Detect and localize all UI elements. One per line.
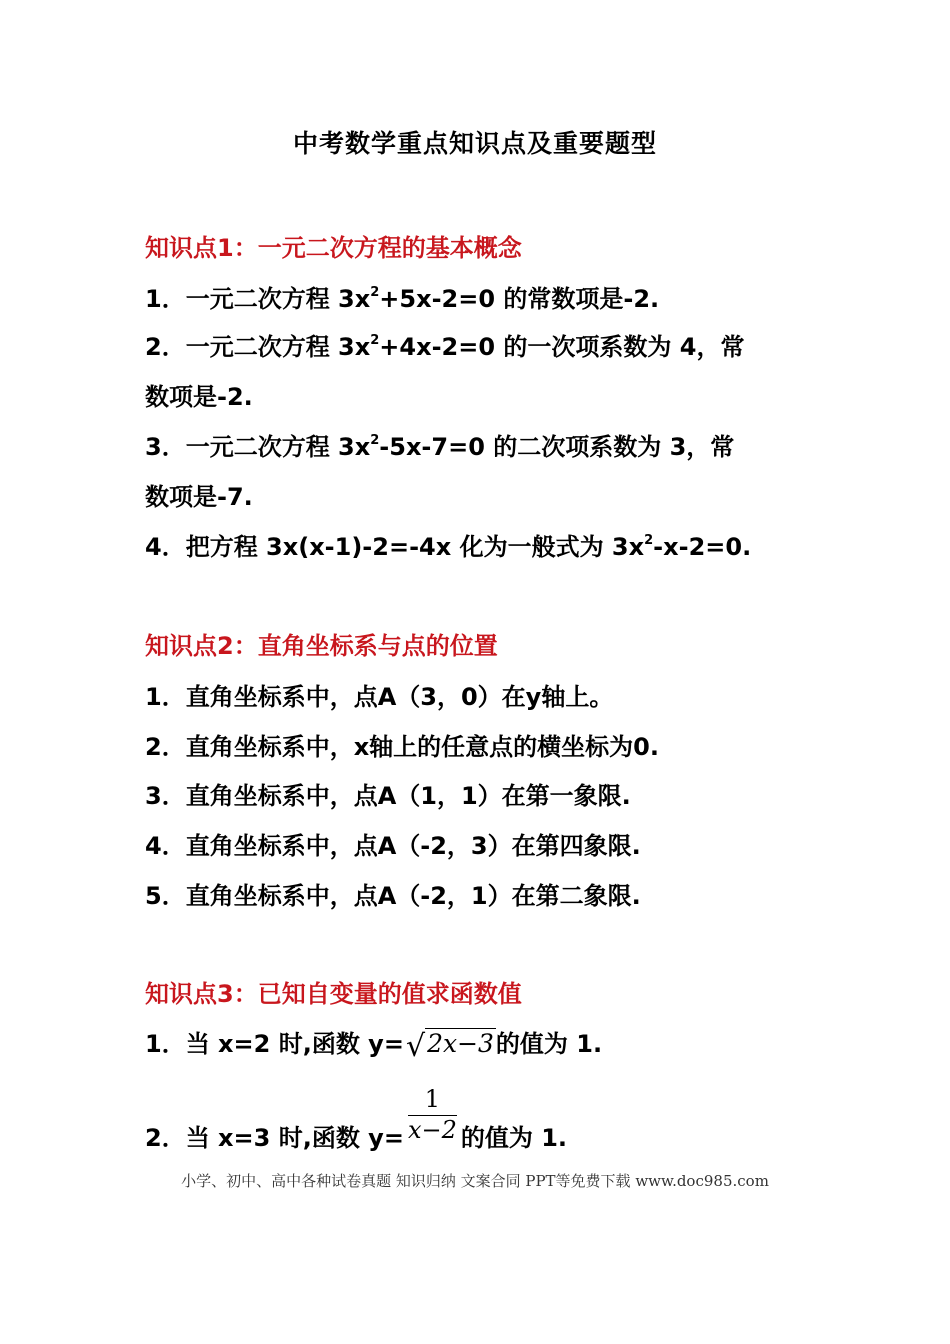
- radical-sign: √: [405, 1029, 426, 1064]
- item-text-post: 的值为 1.: [460, 1124, 568, 1152]
- item-text-post: +4x-2=0 的一次项系数为 4，常: [379, 333, 745, 361]
- section-1-item-4: [145, 527, 751, 562]
- section-2-item-1: 1．直角坐标系中，点A（3，0）在y轴上。: [145, 683, 614, 711]
- item-text-post: -5x-7=0 的二次项系数为 3，常: [379, 433, 735, 461]
- section-3-item-2: [145, 1085, 568, 1164]
- item-text-post: 的值为 1.: [495, 1030, 603, 1058]
- fraction-expression: [407, 1085, 457, 1164]
- section-1-item-2: [145, 327, 744, 362]
- item-text-pre: 4．把方程 3x(x-1)-2=-4x 化为一般式为 3x: [145, 533, 645, 561]
- section-1-item-1: [145, 279, 659, 314]
- item-text-pre: 1．当 x=2 时,函数 y=: [145, 1030, 404, 1058]
- section-heading-2: 知识点2：直角坐标系与点的位置: [145, 632, 498, 660]
- section-2-item-5: 5．直角坐标系中，点A（-2，1）在第二象限.: [145, 882, 641, 910]
- section-3-item-1: [145, 1024, 602, 1064]
- item-text-pre: 2．一元二次方程 3x: [145, 333, 371, 361]
- item-text-post: +5x-2=0 的常数项是-2.: [379, 285, 660, 313]
- page-footer: 小学、初中、高中各种试卷真题 知识归纳 文案合同 PPT等免费下载 www.doc985.com: [181, 1172, 769, 1190]
- item-text-post: -x-2=0.: [653, 533, 752, 561]
- section-1-item-3: [145, 427, 734, 462]
- exponent: 2: [370, 333, 380, 348]
- exponent: 2: [370, 433, 380, 448]
- section-2-item-2: 2．直角坐标系中，x轴上的任意点的横坐标为0.: [145, 733, 659, 761]
- item-text-pre: 2．当 x=3 时,函数 y=: [145, 1124, 404, 1152]
- radicand: 2x−3: [427, 1029, 494, 1058]
- section-heading-3: 知识点3：已知自变量的值求函数值: [145, 980, 522, 1008]
- fraction-numerator: 1: [408, 1083, 457, 1116]
- exponent: 2: [370, 285, 380, 300]
- section-2-item-3: 3．直角坐标系中，点A（1，1）在第一象限.: [145, 782, 631, 810]
- section-heading-1: 知识点1：一元二次方程的基本概念: [145, 234, 522, 262]
- item-text-pre: 3．一元二次方程 3x: [145, 433, 371, 461]
- fraction-denominator: x−2: [407, 1116, 457, 1144]
- document-title: 中考数学重点知识点及重要题型: [292, 129, 657, 158]
- section-2-item-4: 4．直角坐标系中，点A（-2，3）在第四象限.: [145, 832, 641, 860]
- section-1-item-3-cont: 数项是-7.: [145, 483, 253, 511]
- item-text-pre: 1．一元二次方程 3x: [145, 285, 371, 313]
- square-root-expression: [406, 1028, 496, 1064]
- section-1-item-2-cont: 数项是-2.: [145, 383, 253, 411]
- exponent: 2: [644, 533, 654, 548]
